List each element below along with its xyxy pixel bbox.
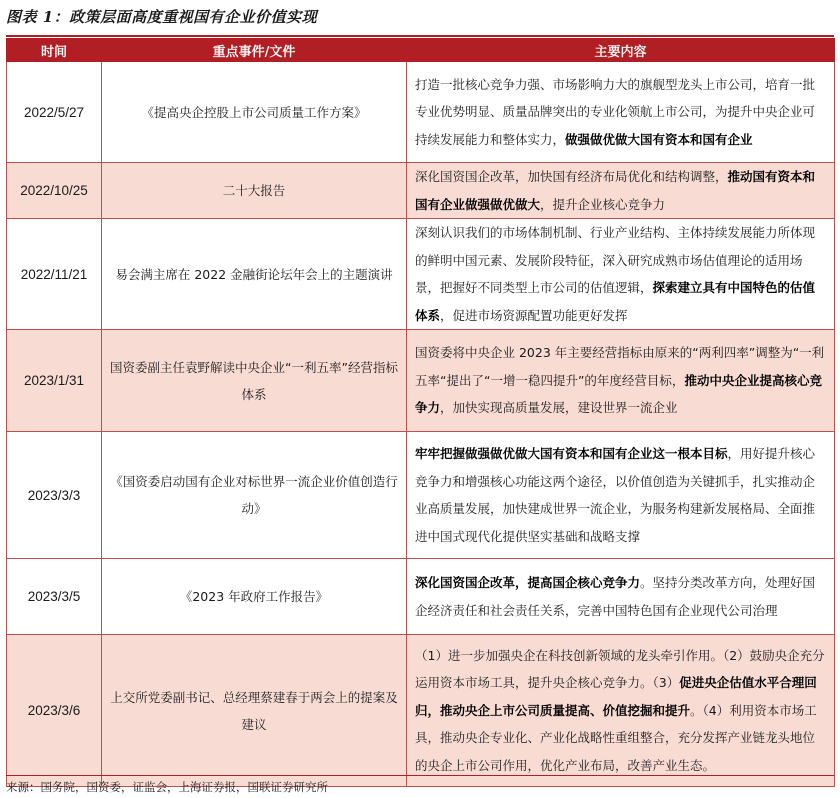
row-date: 2023/3/6: [7, 635, 102, 787]
figure-title: 图表 1：政策层面高度重视国有企业价值实现: [6, 8, 318, 26]
row-date: 2022/11/21: [7, 219, 102, 330]
row-content: 打造一批核心竞争力强、市场影响力大的旗舰型龙头上市公司，培育一批专业优势明显、质量品牌突出的专业化领航上市公司，为提升中央企业可持续发展能力和整体实力，做强做优做大国有资本和国有企业: [407, 62, 835, 163]
policy-table: [6, 38, 835, 787]
table-row: [7, 62, 835, 163]
title-rule: [6, 35, 834, 37]
header-date: 时间: [7, 39, 102, 62]
source-note: 来源：国务院，国资委，证监会，上海证券报，国联证券研究所: [6, 780, 328, 794]
row-date: 2022/10/25: [7, 163, 102, 219]
row-event: 《提高央企控股上市公司质量工作方案》: [102, 62, 407, 163]
table-row: [7, 432, 835, 559]
row-content: 深化国资国企改革，加快国有经济布局优化和结构调整，推动国有资本和国有企业做强做优做大，提升企业核心竞争力: [407, 163, 835, 219]
row-date: 2023/3/5: [7, 559, 102, 635]
table-row: [7, 559, 835, 635]
row-content: 牢牢把握做强做优做大国有资本和国有企业这一根本目标，用好提升核心竞争力和增强核心功能这两个途径，以价值创造为关键抓手，扎实推动企业高质量发展，加快建成世界一流企业，为服务构建新发展格局、全面推进中国式现代化提供坚实基础和战略支撑: [407, 432, 835, 559]
row-date: 2023/3/3: [7, 432, 102, 559]
table-row: [7, 219, 835, 330]
row-content: （1）进一步加强央企在科技创新领域的龙头牵引作用。（2）鼓励央企充分运用资本市场工具，提升央企核心竞争力。（3）促进央企估值水平合理回归，推动央企上市公司质量提高、价值挖掘和提升。（4）利用资本市场工具，推动央企专业化、产业化战略性重组整合，充分发挥产业链龙头地位的央企上市公司作用，优化产业布局，改善产业生态。: [407, 635, 835, 787]
table-row: [7, 635, 835, 787]
row-event: 《2023 年政府工作报告》: [102, 559, 407, 635]
table-row: [7, 163, 835, 219]
table-row: [7, 330, 835, 432]
header-content: 主要内容: [407, 39, 835, 62]
row-event: 二十大报告: [102, 163, 407, 219]
row-event: 《国资委启动国有企业对标世界一流企业价值创造行动》: [102, 432, 407, 559]
footer-rule: [6, 775, 834, 776]
row-date: 2022/5/27: [7, 62, 102, 163]
row-content: 国资委将中央企业 2023 年主要经营指标由原来的“两利四率”调整为“一利五率“提出了“一增一稳四提升”的年度经营目标，推动中央企业提高核心竞争力，加快实现高质量发展，建设世界一流企业: [407, 330, 835, 432]
table-header-row: [7, 39, 835, 62]
row-content: 深刻认识我们的市场体制机制、行业产业结构、主体持续发展能力所体现的鲜明中国元素、发展阶段特征，深入研究成熟市场估值理论的适用场景，把握好不同类型上市公司的估值逻辑，探索建立具有中国特色的估值体系，促进市场资源配置功能更好发挥: [407, 219, 835, 330]
row-event: 上交所党委副书记、总经理蔡建春于两会上的提案及建议: [102, 635, 407, 787]
row-event: 国资委副主任袁野解读中央企业“一利五率”经营指标体系: [102, 330, 407, 432]
row-date: 2023/1/31: [7, 330, 102, 432]
header-event: 重点事件/文件: [102, 39, 407, 62]
row-content: 深化国资国企改革，提高国企核心竞争力。坚持分类改革方向，处理好国企经济责任和社会责任关系，完善中国特色国有企业现代公司治理: [407, 559, 835, 635]
row-event: 易会满主席在 2022 金融街论坛年会上的主题演讲: [102, 219, 407, 330]
